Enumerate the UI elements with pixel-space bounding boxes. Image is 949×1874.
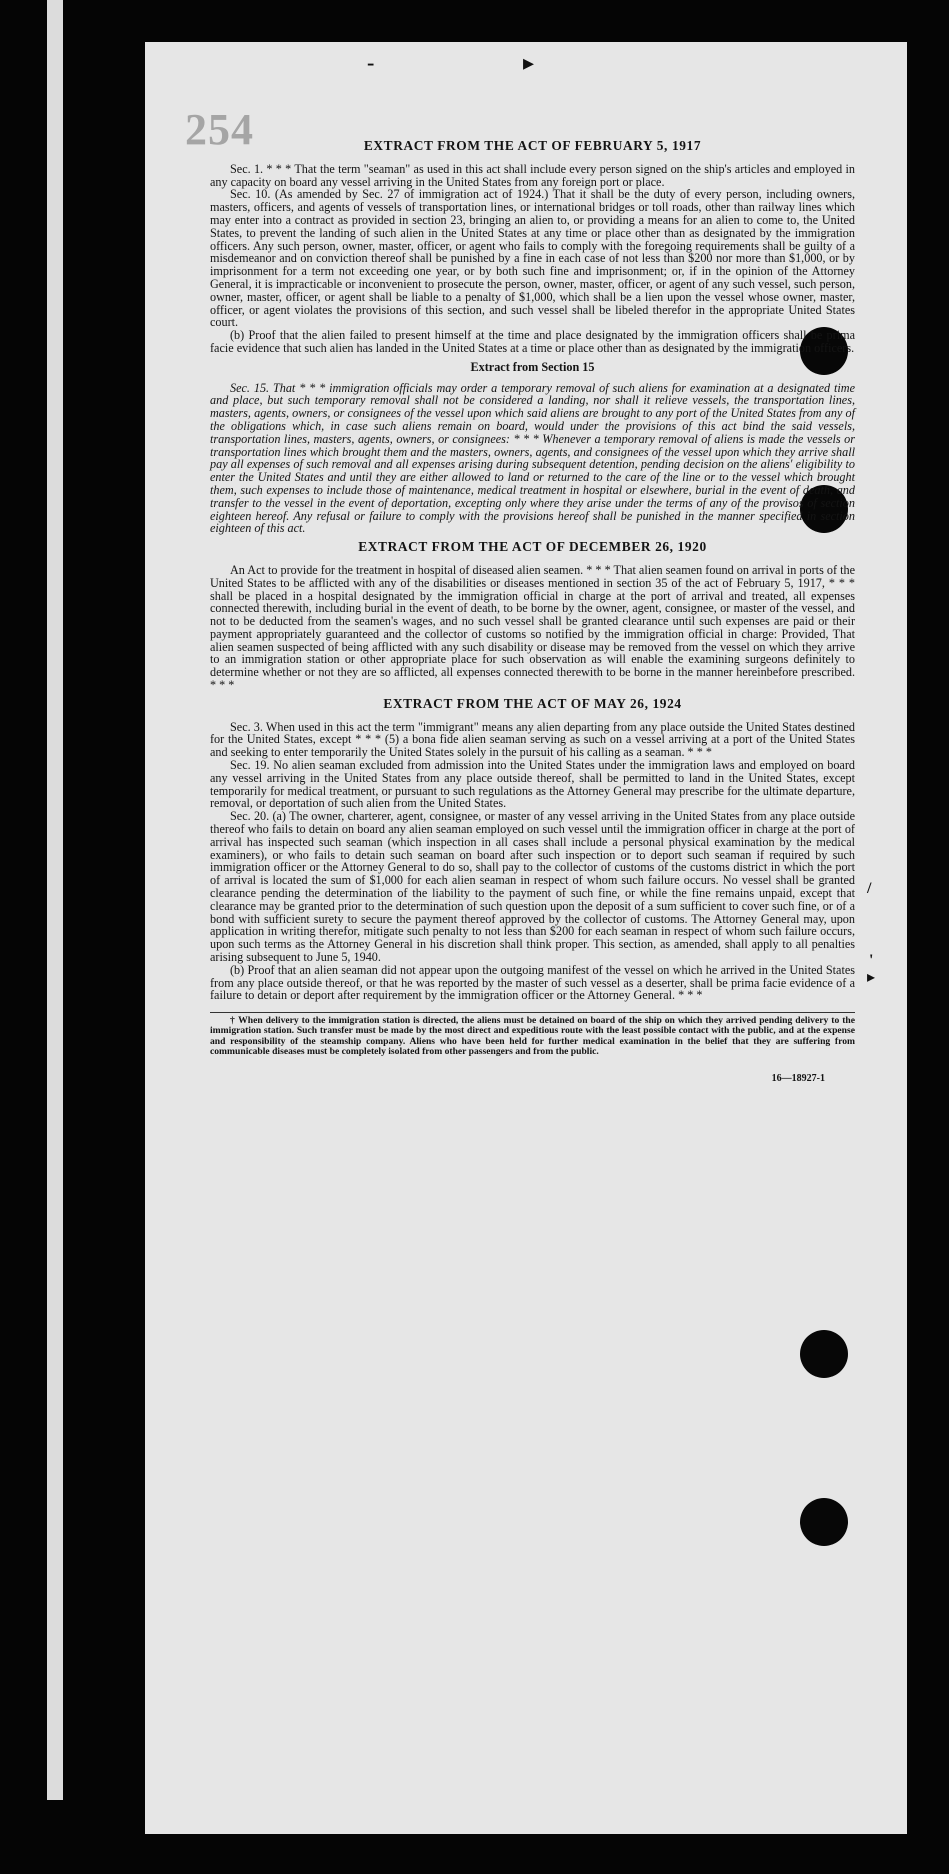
document-body bbox=[210, 134, 855, 1086]
paragraph-sec-10-b: (b) Proof that the alien failed to present himself at the time and place designated by the immigration officers shall be prima facie evidence that such alien has landed in the United States at a time or place other than as designated by the immigration officers. bbox=[210, 328, 855, 355]
footnote-text: † When delivery to the immigration station is directed, the aliens must be detained on board of the ship on which they arrived pending delivery to the immigration station. Such transfer must be made by the most direct and expeditious route with the least possible contact with the public, and at the expense and responsibility of the steamship company. Aliens who have been held for further medical examination in the belief that they are suffering from communicable diseases must be completely isolated from other passengers and from the public. bbox=[210, 1015, 855, 1057]
paragraph-sec-19: Sec. 19. No alien seaman excluded from admission into the United States under the immigration laws and employed on board any vessel arriving in the United States from any place outside thereof, shall be permitted to land in the United States, except temporarily for medical treatment, or pursuant to such regulations as the Attorney General may prescribe for the ultimate departure, removal, or deportation of such alien from the United States. bbox=[210, 758, 855, 811]
section-heading: EXTRACT FROM THE ACT OF MAY 26, 1924 bbox=[383, 695, 682, 711]
form-code: 16—18927-1 bbox=[771, 1073, 825, 1085]
paragraph-sec-3: Sec. 3. When used in this act the term "immigrant" means any alien departing from any place outside the United States destined for the United States, except * * * (5) a bona fide alien seaman serving as such on a vessel arriving at a port of the United States and seeking to enter temporarily the United States solely in the pursuit of his calling as a seaman. * * * bbox=[210, 719, 855, 760]
paragraph-sec-10: Sec. 10. (As amended by Sec. 27 of immigration act of 1924.) That it shall be the duty of every person, including owners, masters, officers, and agents of vessels of transportation lines, or international bridges or toll roads, other than railway lines which may enter into a contract as provided in section 23, bringing an alien to, or providing a means for an alien to come to, the United States, to prevent the landing of such alien in the United States at any time or place other than as designated by the immigration officers. Any such person, owner, master, officer, or agent who fails to comply with the foregoing requirements shall be guilty of a misdemeanor and on conviction thereof shall be punished by a fine in each case of not less than $200 nor more than $1,000, or by imprisonment for a term not exceeding one year, or by both such fine and imprisonment; or, if in the opinion of the Attorney General, it is impracticable or inconvenient to prosecute the person, owner, master, officer, or agent of any such vessel, such person, owner, master, officer, or agent shall be liable to a penalty of $1,000, which shall be a lien upon the vessel whose owner, master, officer, or agent violates the provisions of this section, and such vessel shall be libeled therefor in the appropriate United States court. bbox=[210, 187, 855, 330]
section-extract-sec-15 bbox=[210, 361, 855, 535]
section-heading: EXTRACT FROM THE ACT OF FEBRUARY 5, 1917 bbox=[363, 138, 702, 153]
footnote bbox=[210, 1012, 855, 1057]
margin-mark: / bbox=[867, 880, 872, 897]
punch-hole bbox=[800, 1498, 848, 1546]
section-act-may-1924 bbox=[210, 695, 855, 1003]
margin-mark: ▸ bbox=[867, 969, 876, 986]
page-number-stamp: 254 bbox=[185, 105, 254, 154]
section-heading: EXTRACT FROM THE ACT OF DECEMBER 26, 1920 bbox=[358, 539, 707, 555]
document-page bbox=[145, 42, 907, 1834]
section-act-feb-1917 bbox=[210, 140, 855, 355]
paragraph-sec-15: Sec. 15. That * * * immigration officials may order a temporary removal of such aliens for examination at a designated time and place, but such temporary removal shall not be considered a landing, nor shall it relieve vessels, the transportation lines, masters, agents, owners, or consignees of the vessel upon which said aliens are brought to any port of the United States from any of the obligations which, in case such aliens remain on board, would under the provisions of this act bind the said vessels, transportation lines, masters, agents, owners, or consignees: * * * Whenever a temporary removal of aliens is made the vessels or transportation lines which brought them and the masters, owners, agents, and consignees of the vessel upon which they arrive shall pay all expenses of such removal and all expenses arising during subsequent detention, pending decision on the aliens' eligibility to enter the United States and until they are either allowed to land or returned to the care of the line or to the vessel which brought them, such expenses to include those of maintenance, medical treatment in hospital or elsewhere, burial in the event of death, and transfer to the vessel in the event of deportation, excepting only where they arise under the terms of any of the provisos of section eighteen hereof. Any refusal or failure to comply with the provisions hereof shall be punished in the manner specified in section eighteen of this act. bbox=[210, 380, 855, 536]
paragraph-hospital-act: An Act to provide for the treatment in hospital of diseased alien seamen. * * * That alien seamen found on arrival in ports of the United States to be afflicted with any of the disabilities or diseases mentioned in section 35 of the act of February 5, 1917, * * * shall be placed in a hospital designated by the immigration official in charge at the port of arrival and treated, all expenses connected therewith, including burial in the event of death, to be borne by the owner, agent, consignee, or master of the vessel, and not to be deducted from the seamen's wages, and no such vessel shall be granted clearance until such expenses are paid or their payment appropriately guaranteed and the collector of customs so notified by the immigration official in charge: Provided, That alien seamen suspected of being afflicted with any such disability or disease may be removed from the vessel on which they arrive to an immigration station or other appropriate place for such observation as will enable the examining surgeons definitely to determine whether or not they are so afflicted, all expenses connected therewith to be borne in the manner hereinbefore prescribed. * * * bbox=[210, 562, 855, 693]
film-edge-strip bbox=[47, 0, 63, 1800]
section-act-dec-1920 bbox=[210, 541, 855, 692]
paragraph-sec-20-a: Sec. 20. (a) The owner, charterer, agent, consignee, or master of any vessel arriving in the United States from any place outside thereof who fails to detain on board any alien seaman employed on such vessel until the immigration officer in charge at the port of arrival has inspected such seaman (which inspection in all cases shall include a personal physical examination by the medical examiners), or who fails to detain such seaman on board after such inspection or to deport such seaman if required by such immigration officer or the Attorney General to do so, shall pay to the collector of customs of the customs district in which the port of arrival is located the sum of $1,000 for each alien seaman in respect of whom such failure occurs. No vessel shall be granted clearance pending the determination of the liability to the payment of such fine, or while the fine remains unpaid, except that clearance may be granted prior to the determination of such question upon the deposit of a sum sufficient to cover such fine, or of a bond with sufficient surety to secure the payment thereof approved by the collector of customs. The Attorney General may, upon application in writing therefor, mitigate such penalty to not less than $200 for each seaman in respect of whom such failure occurs, upon such terms as the Attorney General in his discretion shall think proper. This section, as amended, shall apply to all penalties arising subsequent to June 5, 1940. bbox=[210, 809, 855, 965]
top-dash-mark: - bbox=[367, 50, 375, 75]
paragraph-sec-1: Sec. 1. * * * That the term "seaman" as used in this act shall include every person signed on the ship's articles and employed in any capacity on board any vessel arriving in the United States from any foreign port or place. bbox=[210, 161, 855, 189]
paragraph-sec-20-b: (b) Proof that an alien seaman did not appear upon the outgoing manifest of the vessel on which he arrived in the United States from any place outside thereof, or that he was reported by the master of such vessel as a deserter, shall be prima facie evidence of a failure to detain or deport after requirement by the immigration officer or the Attorney General. * * * bbox=[210, 962, 855, 1003]
top-arrow-mark: ▸ bbox=[523, 50, 535, 75]
margin-mark: ' bbox=[869, 952, 874, 969]
section-subheading: Extract from Section 15 bbox=[470, 359, 595, 374]
punch-hole bbox=[800, 1330, 848, 1378]
